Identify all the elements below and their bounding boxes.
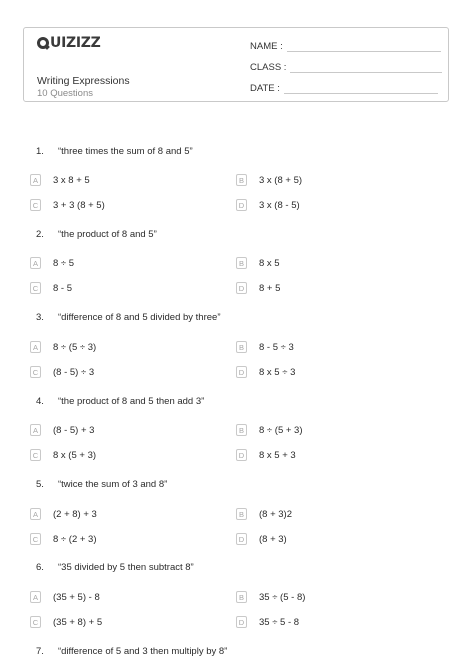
option-text: 8 - 5 (53, 282, 73, 294)
class-line[interactable] (290, 63, 442, 73)
question-number: 2. (36, 229, 44, 240)
option-text: 8 ÷ (5 ÷ 3) (53, 341, 97, 353)
question-5 (36, 479, 167, 490)
option-text: 3 + 3 (8 + 5) (53, 199, 105, 211)
option-text: (8 + 3) (259, 533, 287, 545)
option-text: 8 + 5 (259, 282, 281, 294)
option-letter: C (30, 366, 41, 378)
option-text: 8 x 5 + 3 (259, 449, 296, 461)
option-5a[interactable] (30, 508, 97, 520)
option-text: 8 x 5 (259, 257, 280, 269)
option-3a[interactable] (30, 341, 96, 353)
option-2d[interactable] (236, 282, 280, 294)
option-text: 35 ÷ 5 - 8 (259, 616, 300, 628)
option-letter: D (236, 199, 247, 211)
option-letter: B (236, 341, 247, 353)
option-text: (8 - 5) ÷ 3 (53, 366, 95, 378)
quizizz-logo (37, 35, 100, 51)
option-3d[interactable] (236, 366, 295, 378)
question-text: “the product of 8 and 5 then add 3” (58, 396, 205, 407)
name-field (250, 41, 441, 52)
option-4c[interactable] (30, 449, 96, 461)
option-2b[interactable] (236, 257, 280, 269)
option-letter: C (30, 449, 41, 461)
question-text: “difference of 5 and 3 then multiply by 8” (58, 646, 228, 657)
question-number: 4. (36, 396, 44, 407)
worksheet-title: Writing Expressions (37, 75, 130, 87)
option-text: 3 x 8 + 5 (53, 174, 90, 186)
option-5b[interactable] (236, 508, 292, 520)
option-text: (2 + 8) + 3 (53, 508, 97, 520)
option-letter: B (236, 174, 247, 186)
option-text: 8 ÷ 5 (53, 257, 75, 269)
option-4b[interactable] (236, 424, 303, 436)
option-6c[interactable] (30, 616, 102, 628)
option-text: 8 ÷ (5 + 3) (259, 424, 303, 436)
option-text: 8 ÷ (2 + 3) (53, 533, 97, 545)
option-text: 3 x (8 + 5) (259, 174, 303, 186)
option-letter: A (30, 257, 41, 269)
option-letter: A (30, 174, 41, 186)
option-5c[interactable] (30, 533, 97, 545)
question-number: 3. (36, 312, 44, 323)
option-5d[interactable] (236, 533, 287, 545)
question-1 (36, 146, 193, 157)
option-4d[interactable] (236, 449, 296, 461)
option-2a[interactable] (30, 257, 74, 269)
option-text: 3 x (8 - 5) (259, 199, 300, 211)
question-text: “35 divided by 5 then subtract 8” (58, 562, 194, 573)
option-text: (35 + 8) + 5 (53, 616, 103, 628)
option-3b[interactable] (236, 341, 294, 353)
option-text: (8 - 5) + 3 (53, 424, 95, 436)
option-2c[interactable] (30, 282, 72, 294)
option-1b[interactable] (236, 174, 302, 186)
option-letter: C (30, 199, 41, 211)
option-6a[interactable] (30, 591, 100, 603)
option-4a[interactable] (30, 424, 94, 436)
option-text: 8 x (5 + 3) (53, 449, 97, 461)
date-label: DATE : (250, 83, 280, 94)
question-number: 6. (36, 562, 44, 573)
option-letter: A (30, 591, 41, 603)
option-letter: C (30, 282, 41, 294)
question-text: “three times the sum of 8 and 5” (58, 146, 193, 157)
option-1d[interactable] (236, 199, 300, 211)
option-text: 8 - 5 ÷ 3 (259, 341, 294, 353)
logo-q-mark (37, 37, 49, 49)
name-label: NAME : (250, 41, 283, 52)
question-4 (36, 396, 204, 407)
option-text: (8 + 3)2 (259, 508, 293, 520)
option-letter: D (236, 616, 247, 628)
question-3 (36, 312, 220, 323)
class-field (250, 62, 442, 73)
option-letter: B (236, 424, 247, 436)
option-letter: D (236, 533, 247, 545)
option-text: 35 ÷ (5 - 8) (259, 591, 306, 603)
option-letter: B (236, 257, 247, 269)
logo-text: UIZIZZ (50, 35, 101, 51)
option-letter: A (30, 424, 41, 436)
name-line[interactable] (287, 42, 441, 52)
option-letter: C (30, 616, 41, 628)
class-label: CLASS : (250, 62, 287, 73)
option-6b[interactable] (236, 591, 305, 603)
option-letter: D (236, 282, 247, 294)
option-letter: A (30, 341, 41, 353)
option-1c[interactable] (30, 199, 105, 211)
option-letter: C (30, 533, 41, 545)
question-7 (36, 646, 227, 657)
question-text: “difference of 8 and 5 divided by three” (58, 312, 221, 323)
question-2 (36, 229, 157, 240)
question-number: 7. (36, 646, 44, 657)
date-line[interactable] (284, 84, 438, 94)
question-6 (36, 562, 194, 573)
option-letter: B (236, 508, 247, 520)
option-text: 8 x 5 ÷ 3 (259, 366, 296, 378)
date-field (250, 83, 438, 94)
option-1a[interactable] (30, 174, 90, 186)
question-text: “the product of 8 and 5” (58, 229, 157, 240)
option-3c[interactable] (30, 366, 94, 378)
option-letter: B (236, 591, 247, 603)
option-letter: A (30, 508, 41, 520)
question-count: 10 Questions (37, 88, 93, 99)
worksheet-header (23, 27, 449, 102)
option-letter: D (236, 366, 247, 378)
option-text: (35 + 5) - 8 (53, 591, 100, 603)
option-6d[interactable] (236, 616, 299, 628)
question-text: “twice the sum of 3 and 8” (58, 479, 168, 490)
question-number: 5. (36, 479, 44, 490)
option-letter: D (236, 449, 247, 461)
question-number: 1. (36, 146, 44, 157)
